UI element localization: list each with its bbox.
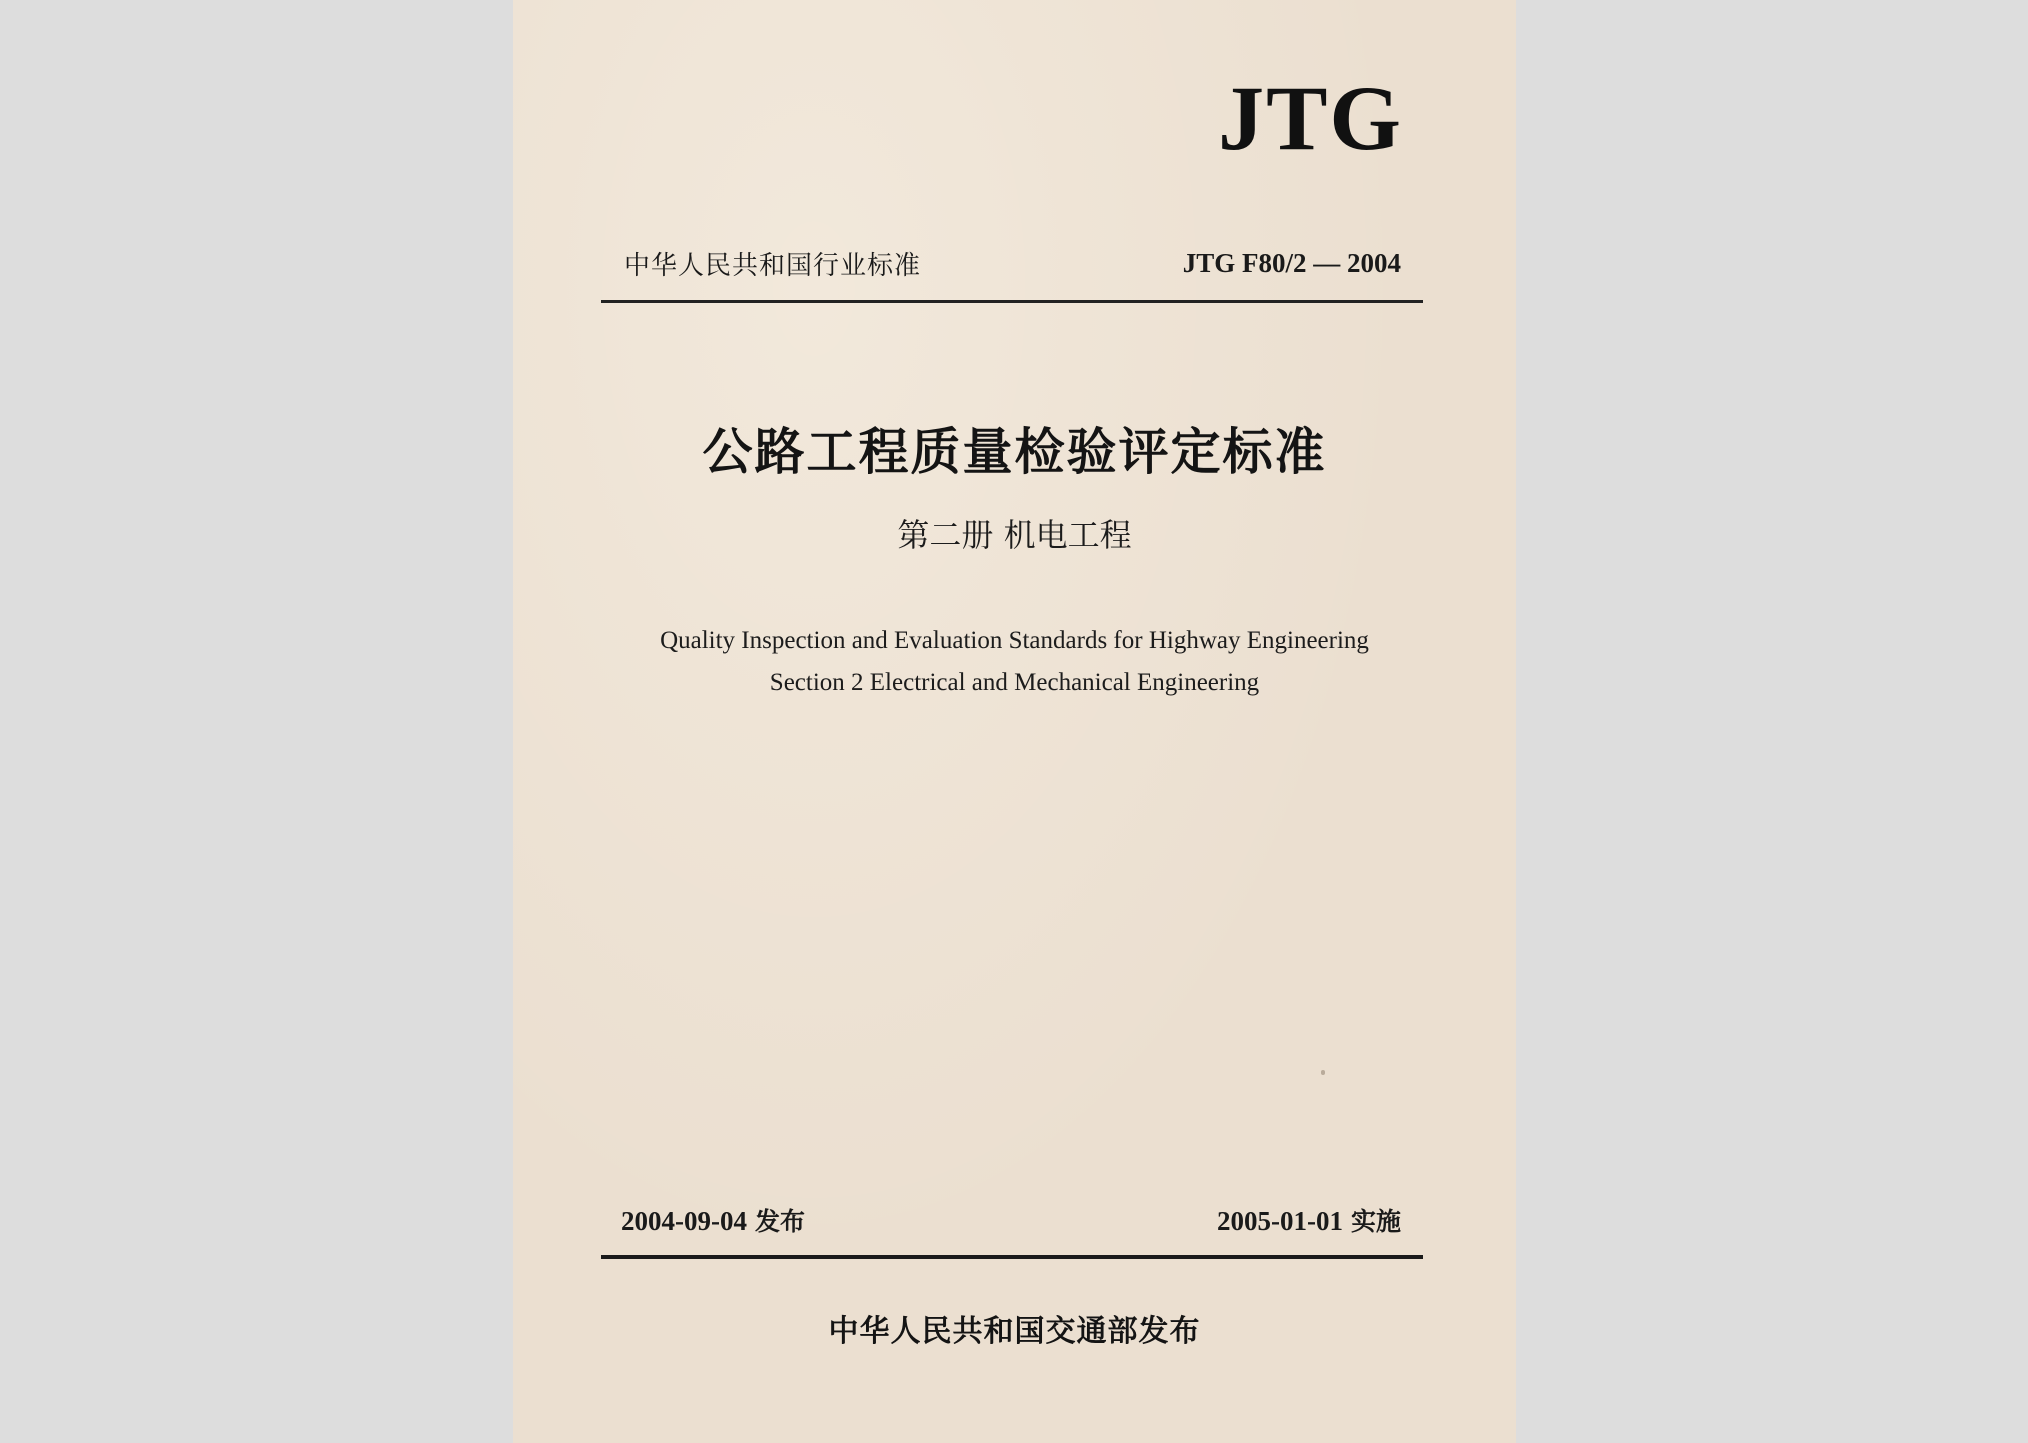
title-english [513, 620, 1516, 704]
standard-type: 中华人民共和国行业标准 [624, 251, 922, 281]
jtg-logo: JTG [1218, 67, 1403, 169]
issue-date: 2004-09-04 [621, 1206, 747, 1236]
title-chinese: 公路工程质量检验评定标准 [702, 423, 1327, 481]
issue-label: 发布 [754, 1207, 805, 1236]
issue-date-line [621, 1202, 805, 1238]
effective-date-line [1217, 1202, 1401, 1238]
publisher: 中华人民共和国交通部发布 [828, 1314, 1201, 1349]
title-english-line1: Quality Inspection and Evaluation Standards for Highway Engineering [660, 627, 1369, 654]
document-cover [513, 0, 1516, 1443]
paper-speck [1321, 1070, 1325, 1075]
effective-date: 2005-01-01 [1217, 1206, 1343, 1236]
subtitle-chinese: 第二册 机电工程 [897, 516, 1132, 554]
effective-label: 实施 [1350, 1207, 1401, 1236]
standard-number: JTG F80/2 — 2004 [1182, 248, 1401, 278]
top-divider [601, 300, 1423, 303]
bottom-divider [601, 1255, 1423, 1259]
title-english-line2: Section 2 Electrical and Mechanical Engineering [769, 669, 1260, 696]
